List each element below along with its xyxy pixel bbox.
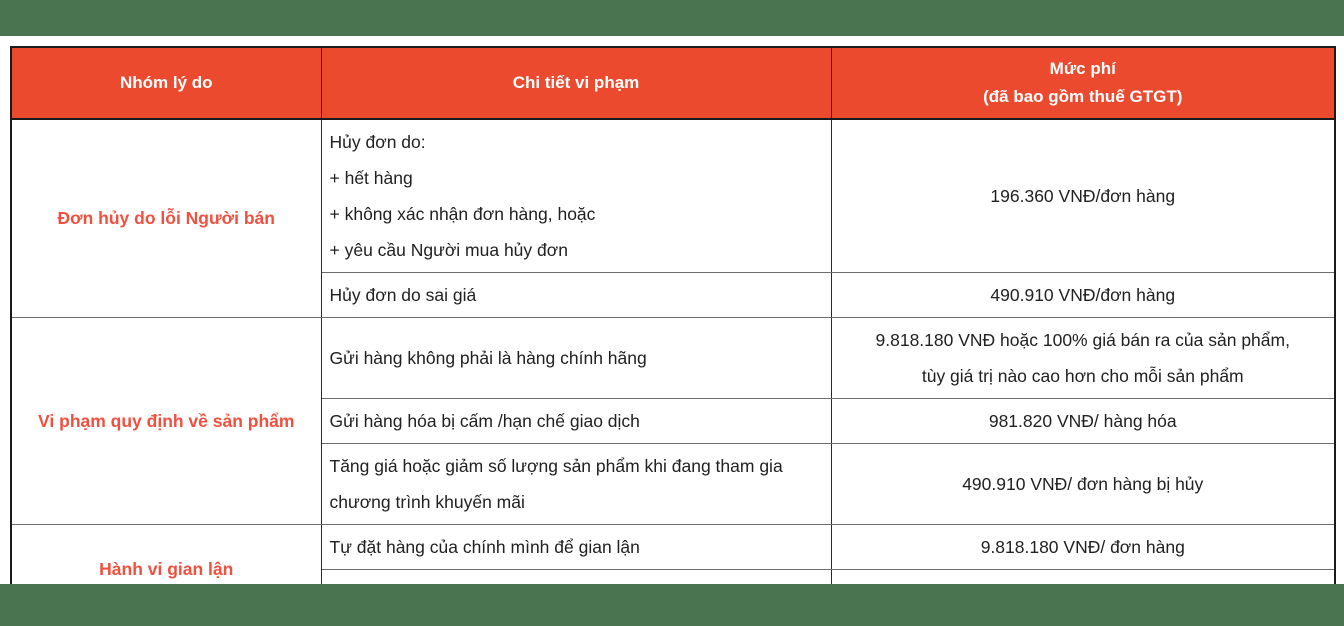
- violation-line: chương trình khuyến mãi: [329, 492, 525, 512]
- header-fee: [831, 47, 1335, 119]
- table-row: [11, 318, 1335, 399]
- fee-line: 490.910 VNĐ/đơn hàng: [990, 285, 1176, 305]
- violation-line: + yêu cầu Người mua hủy đơn: [329, 240, 568, 260]
- violation-cell: [321, 273, 831, 318]
- fee-line: 196.360 VNĐ/đơn hàng: [990, 186, 1176, 206]
- violation-line: Tăng giá hoặc giảm số lượng sản phẩm khi đang tham gia: [329, 456, 783, 476]
- reason-cell-fraud: Hành vi gian lận: [11, 525, 321, 616]
- violation-line: + không xác nhận đơn hàng, hoặc: [329, 204, 596, 224]
- violation-line: + hết hàng: [329, 168, 413, 188]
- fee-cell: [831, 119, 1335, 273]
- header-violation-label: Chi tiết vi phạm: [512, 73, 640, 92]
- violation-cell: [321, 318, 831, 399]
- fee-line: 490.910 VNĐ/ đơn hàng bị hủy: [962, 474, 1204, 494]
- header-violation-detail: [321, 47, 831, 119]
- fee-cell: [831, 399, 1335, 444]
- violation-cell: [321, 525, 831, 570]
- header-reason-group: [11, 47, 321, 119]
- top-green-band: [0, 0, 1344, 36]
- table-row: [11, 119, 1335, 273]
- reason-cell-seller-cancel: Đơn hủy do lỗi Người bán: [11, 119, 321, 318]
- violation-cell: [321, 119, 831, 273]
- fee-line: 9.818.180 VNĐ/ đơn hàng: [980, 537, 1185, 557]
- header-fee-line2: (đã bao gồm thuế GTGT): [983, 87, 1183, 106]
- penalty-fee-table: [10, 46, 1336, 616]
- violation-cell: [321, 399, 831, 444]
- violation-line: Gửi hàng không phải là hàng chính hãng: [329, 348, 647, 368]
- header-fee-line1: Mức phí: [1049, 59, 1116, 78]
- fee-cell: [831, 273, 1335, 318]
- violation-cell: [321, 444, 831, 525]
- violation-line: Hủy đơn do sai giá: [329, 285, 477, 305]
- fee-cell: [831, 525, 1335, 570]
- table-header-row: [11, 47, 1335, 119]
- fee-cell: [831, 318, 1335, 399]
- bottom-green-band: [0, 584, 1344, 626]
- reason-cell-product-violation: Vi phạm quy định về sản phẩm: [11, 318, 321, 525]
- fee-cell: [831, 444, 1335, 525]
- fee-line: 981.820 VNĐ/ hàng hóa: [988, 411, 1177, 431]
- violation-line: Tự đặt hàng của chính mình để gian lận: [329, 537, 640, 557]
- violation-line: Hủy đơn do:: [329, 132, 426, 152]
- table-row: [11, 525, 1335, 570]
- violation-line: Gửi hàng hóa bị cấm /hạn chế giao dịch: [329, 411, 640, 431]
- header-reason-label: Nhóm lý do: [119, 73, 213, 92]
- fee-line: 9.818.180 VNĐ hoặc 100% giá bán ra của sản phẩm,: [875, 330, 1290, 350]
- fee-line: tùy giá trị nào cao hơn cho mỗi sản phẩm: [921, 366, 1244, 386]
